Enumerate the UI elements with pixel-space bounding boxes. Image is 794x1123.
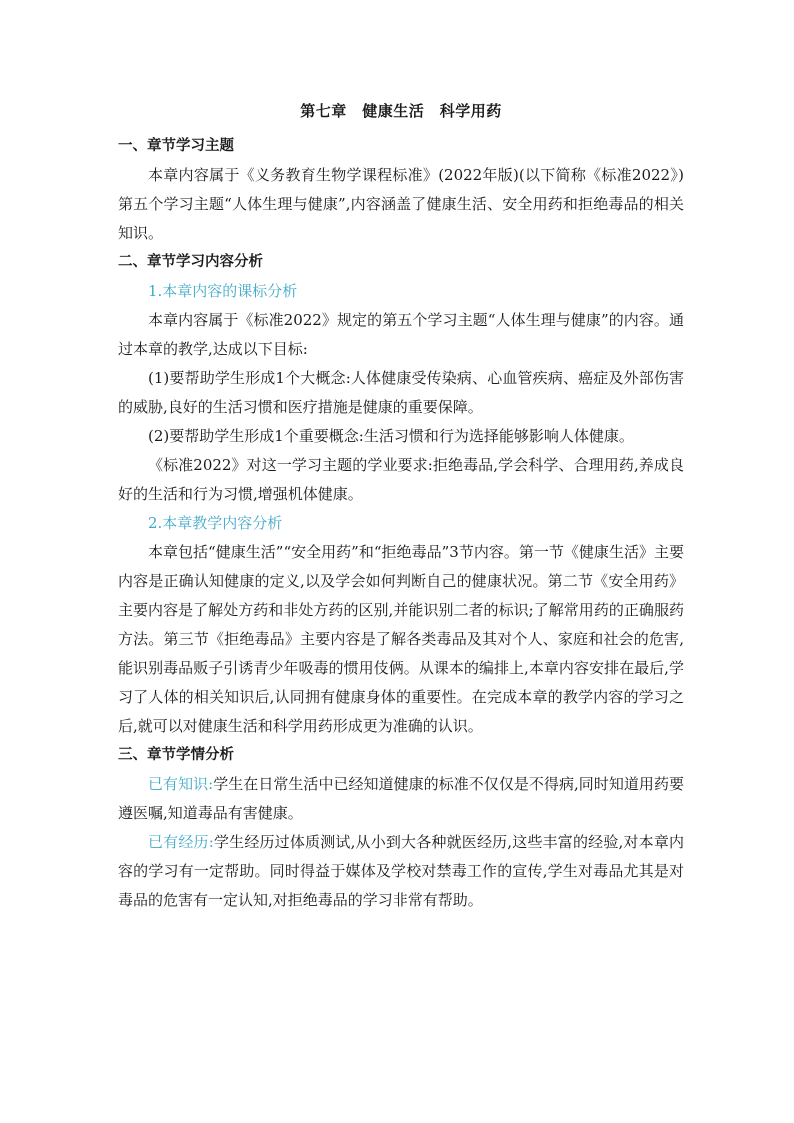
text-prior-experience: 学生经历过体质测试,从小到大各种就医经历,这些丰富的经验,对本章内容的学习有一定帮助。同时得益于媒体及学校对禁毒工作的宣传,学生对毒品尤其是对毒品的危害有一定认知,对拒绝毒品的学习非常有帮助。 (118, 833, 684, 909)
paragraph: 本章内容属于《义务教育生物学课程标准》(2022年版)(以下简称《标准2022》)第五个学习主题“人体生理与健康”,内容涵盖了健康生活、安全用药和拒绝毒品的相关知识。 (118, 166, 684, 242)
label-prior-knowledge: 已有知识: (148, 775, 214, 793)
chapter-title: 第七章 健康生活 科学用药 (300, 102, 502, 120)
subsection-heading-teaching-content: 2.本章教学内容分析 (148, 514, 283, 532)
label-prior-experience: 已有经历: (148, 833, 214, 851)
section-heading-content-analysis: 二、章节学习内容分析 (118, 254, 263, 270)
paragraph: (2)要帮助学生形成1个重要概念:生活习惯和行为选择能够影响人体健康。 (148, 427, 634, 445)
paragraph-prior-knowledge (118, 770, 684, 828)
document-page (118, 92, 684, 915)
paragraph: (1)要帮助学生形成1个大概念:人体健康受传染病、心血管疾病、癌症及外部伤害的威胁,良好的生活习惯和医疗措施是健康的重要保障。 (118, 369, 684, 416)
paragraph: 本章包括“健康生活”“安全用药”和“拒绝毒品”3节内容。第一节《健康生活》主要内容是正确认知健康的定义,以及学会如何判断自己的健康状况。第二节《安全用药》主要内容是了解处方药和非处方药的区别,并能识别二者的标识;了解常用药的正确服药方法。第三节《拒绝毒品》主要内容是了解各类毒品及其对个人、家庭和社会的危害,能识别毒品贩子引诱青少年吸毒的惯用伎俩。从课本的编排上,本章内容安排在最后,学习了人体的相关知识后,认同拥有健康身体的重要性。在完成本章的教学内容的学习之后,就可以对健康生活和科学用药形成更为准确的认识。 (118, 543, 684, 735)
paragraph-prior-experience (118, 828, 684, 915)
paragraph: 《标准2022》对这一学习主题的学业要求:拒绝毒品,学会科学、合理用药,养成良好的生活和行为习惯,增强机体健康。 (118, 456, 684, 503)
subsection-heading-curriculum: 1.本章内容的课标分析 (148, 282, 298, 300)
section-heading-learner-analysis: 三、章节学情分析 (118, 747, 234, 763)
section-heading-topic: 一、章节学习主题 (118, 138, 234, 154)
paragraph: 本章内容属于《标准2022》规定的第五个学习主题“人体生理与健康”的内容。通过本章的教学,达成以下目标: (118, 311, 684, 358)
text-prior-knowledge: 学生在日常生活中已经知道健康的标准不仅仅是不得病,同时知道用药要遵医嘱,知道毒品有害健康。 (118, 775, 684, 822)
